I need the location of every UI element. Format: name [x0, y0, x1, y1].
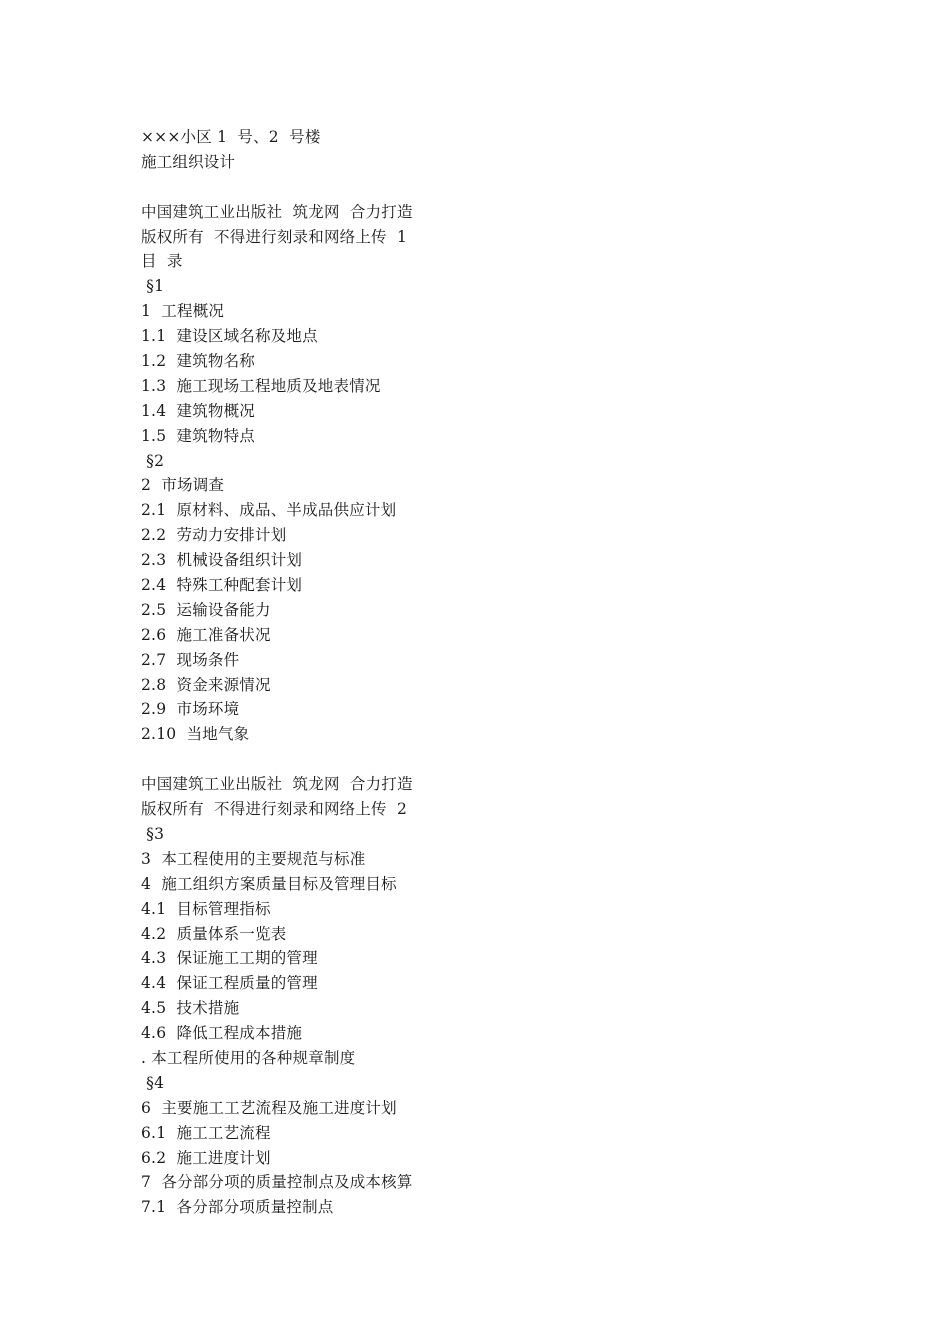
- toc-entry: 4.4 保证工程质量的管理: [141, 974, 318, 993]
- toc-entry: 2.1 原材料、成品、半成品供应计划: [141, 501, 397, 520]
- blank-line: [141, 747, 841, 772]
- toc-entry: 4 施工组织方案质量目标及管理目标: [141, 874, 397, 893]
- publisher-line: 中国建筑工业出版社 筑龙网 合力打造: [141, 202, 413, 221]
- toc-entry: 1.3 施工现场工程地质及地表情况: [141, 376, 381, 395]
- toc-entry: 7.1 各分部分项质量控制点: [141, 1198, 334, 1217]
- copyright-line: 版权所有 不得进行刻录和网络上传 2: [141, 800, 408, 819]
- toc-entry: 4.3 保证施工工期的管理: [141, 949, 318, 968]
- toc-entry: 2.9 市场环境: [141, 700, 240, 719]
- document-page: [141, 125, 841, 1220]
- section-marker: §3: [141, 824, 165, 843]
- toc-entry: 4.1 目标管理指标: [141, 899, 271, 918]
- toc-entry: 2.6 施工准备状况: [141, 625, 271, 644]
- doc-title-design: 施工组织设计: [141, 152, 236, 171]
- section-marker: §1: [141, 277, 165, 296]
- toc-entry: 4.5 技术措施: [141, 999, 240, 1018]
- section-marker: §2: [141, 451, 165, 470]
- toc-entry: 1.5 建筑物特点: [141, 426, 256, 445]
- toc-entry: 2.10 当地气象: [141, 725, 250, 744]
- toc-entry: 6.1 施工工艺流程: [141, 1123, 271, 1142]
- toc-entry: 2.5 运输设备能力: [141, 600, 271, 619]
- toc-entry: 2.8 资金来源情况: [141, 675, 271, 694]
- section-marker: §4: [141, 1073, 165, 1092]
- toc-entry: 2 市场调查: [141, 476, 225, 495]
- toc-entry: 2.4 特殊工种配套计划: [141, 576, 303, 595]
- toc-entry: . 本工程所使用的各种规章制度: [141, 1048, 356, 1067]
- toc-entry: 1.2 建筑物名称: [141, 352, 256, 371]
- toc-entry: 6 主要施工工艺流程及施工进度计划: [141, 1098, 397, 1117]
- toc-entry: 6.2 施工进度计划: [141, 1148, 271, 1167]
- copyright-line: 版权所有 不得进行刻录和网络上传 1: [141, 227, 408, 246]
- blank-line: [141, 175, 841, 200]
- toc-entry: 2.2 劳动力安排计划: [141, 526, 287, 545]
- toc-entry: 4.2 质量体系一览表: [141, 924, 287, 943]
- toc-entry: 2.3 机械设备组织计划: [141, 551, 303, 570]
- toc-entry: 4.6 降低工程成本措施: [141, 1024, 303, 1043]
- publisher-line: 中国建筑工业出版社 筑龙网 合力打造: [141, 775, 413, 794]
- doc-title-project: ×××小区 1 号、2 号楼: [141, 128, 321, 146]
- toc-entry: 1.1 建设区域名称及地点: [141, 327, 318, 346]
- toc-entry: 1 工程概况: [141, 302, 225, 321]
- toc-heading: 目 录: [141, 252, 183, 271]
- toc-entry: 7 各分部分项的质量控制点及成本核算: [141, 1173, 413, 1192]
- toc-entry: 3 本工程使用的主要规范与标准: [141, 849, 366, 868]
- toc-entry: 2.7 现场条件: [141, 650, 240, 669]
- toc-entry: 1.4 建筑物概况: [141, 401, 256, 420]
